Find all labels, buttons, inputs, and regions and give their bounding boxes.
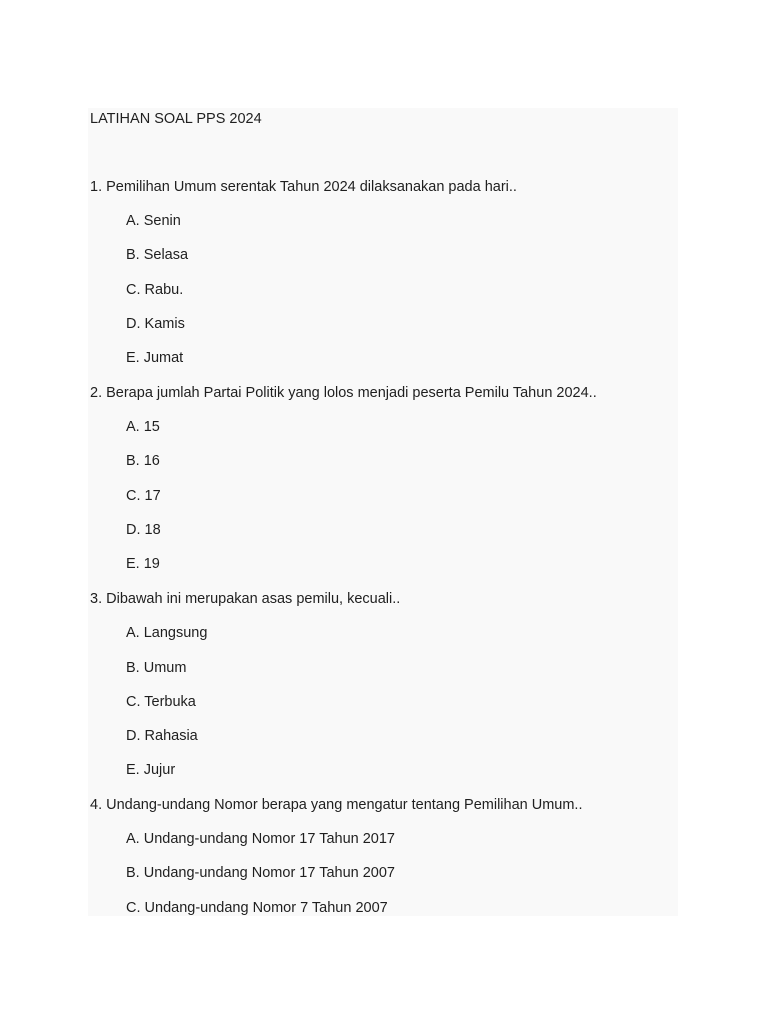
question-2-option-c: C. 17 [126, 488, 161, 504]
question-3-option-b: B. Umum [126, 660, 187, 676]
question-1-option-d: D. Kamis [126, 316, 185, 332]
question-2-option-b: B. 16 [126, 453, 160, 469]
question-2-option-d: D. 18 [126, 522, 161, 538]
question-4-option-b: B. Undang-undang Nomor 17 Tahun 2007 [126, 865, 395, 881]
question-4-text: 4. Undang-undang Nomor berapa yang mengatur tentang Pemilihan Umum.. [90, 797, 583, 813]
question-1-option-b: B. Selasa [126, 247, 189, 263]
question-2-text: 2. Berapa jumlah Partai Politik yang lolos menjadi peserta Pemilu Tahun 2024.. [90, 385, 597, 401]
question-1-option-c: C. Rabu. [126, 282, 184, 298]
question-3-option-d: D. Rahasia [126, 728, 198, 744]
question-3-option-e: E. Jujur [126, 762, 176, 778]
question-3-text: 3. Dibawah ini merupakan asas pemilu, kecuali.. [90, 591, 401, 607]
question-3-option-a: A. Langsung [126, 625, 208, 641]
question-4-option-a: A. Undang-undang Nomor 17 Tahun 2017 [126, 831, 395, 847]
question-2-option-e: E. 19 [126, 556, 160, 572]
question-2-option-a: A. 15 [126, 419, 160, 435]
question-3-option-c: C. Terbuka [126, 694, 196, 710]
question-1-text: 1. Pemilihan Umum serentak Tahun 2024 dilaksanakan pada hari.. [90, 179, 517, 195]
question-1-option-a: A. Senin [126, 213, 181, 229]
question-4-option-c: C. Undang-undang Nomor 7 Tahun 2007 [126, 900, 388, 916]
document-title: LATIHAN SOAL PPS 2024 [90, 111, 262, 127]
question-1-option-e: E. Jumat [126, 350, 184, 366]
